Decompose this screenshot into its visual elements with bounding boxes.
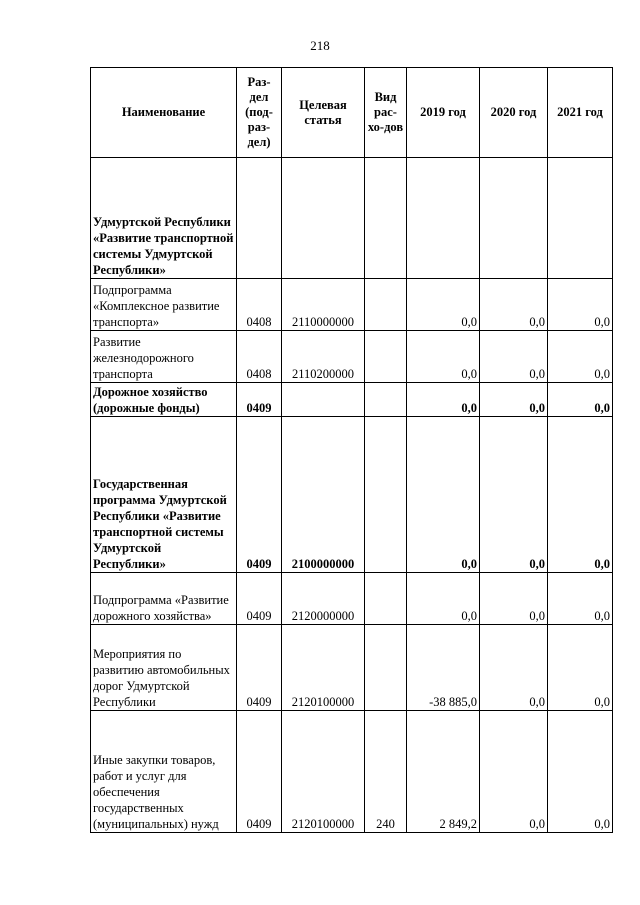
cell-2019: 0,0 xyxy=(407,383,480,417)
header-section: Раз-дел (под-раз-дел) xyxy=(237,68,282,158)
cell-section: 0409 xyxy=(237,711,282,833)
cell-section: 0409 xyxy=(237,625,282,711)
cell-target: 2120000000 xyxy=(282,573,365,625)
cell-name: Удмуртской Республики «Развитие транспортной системы Удмуртской Республики» xyxy=(91,158,237,279)
cell-2021: 0,0 xyxy=(548,383,613,417)
cell-name: Иные закупки товаров, работ и услуг для обеспечения государственных (муниципальных) нужд xyxy=(91,711,237,833)
table-row xyxy=(91,625,613,711)
header-2019: 2019 год xyxy=(407,68,480,158)
cell-type xyxy=(365,158,407,279)
cell-target xyxy=(282,383,365,417)
cell-2021: 0,0 xyxy=(548,625,613,711)
cell-2019: 0,0 xyxy=(407,331,480,383)
cell-target xyxy=(282,158,365,279)
cell-2020: 0,0 xyxy=(480,331,548,383)
cell-type xyxy=(365,383,407,417)
header-target: Целевая статья xyxy=(282,68,365,158)
cell-2020: 0,0 xyxy=(480,417,548,573)
cell-2020 xyxy=(480,158,548,279)
table-row xyxy=(91,383,613,417)
cell-2019 xyxy=(407,158,480,279)
cell-2019: 0,0 xyxy=(407,573,480,625)
cell-name: Государственная программа Удмуртской Республики «Развитие транспортной системы Удмуртской Республики» xyxy=(91,417,237,573)
cell-2019: 0,0 xyxy=(407,279,480,331)
cell-type xyxy=(365,573,407,625)
cell-type: 240 xyxy=(365,711,407,833)
table-row xyxy=(91,711,613,833)
cell-2021: 0,0 xyxy=(548,279,613,331)
cell-2020: 0,0 xyxy=(480,625,548,711)
cell-target: 2110000000 xyxy=(282,279,365,331)
header-name: Наименование xyxy=(91,68,237,158)
cell-2021: 0,0 xyxy=(548,331,613,383)
cell-section: 0408 xyxy=(237,331,282,383)
page-number: 218 xyxy=(310,38,330,53)
cell-target: 2120100000 xyxy=(282,625,365,711)
cell-2020: 0,0 xyxy=(480,711,548,833)
budget-table xyxy=(90,67,613,833)
header-row xyxy=(91,68,613,158)
table-row xyxy=(91,331,613,383)
cell-section: 0409 xyxy=(237,417,282,573)
cell-section: 0409 xyxy=(237,573,282,625)
cell-section xyxy=(237,158,282,279)
cell-2020: 0,0 xyxy=(480,573,548,625)
cell-2019: -38 885,0 xyxy=(407,625,480,711)
cell-2020: 0,0 xyxy=(480,383,548,417)
cell-2021: 0,0 xyxy=(548,417,613,573)
cell-name: Развитие железнодорожного транспорта xyxy=(91,331,237,383)
cell-2021 xyxy=(548,158,613,279)
cell-2019: 0,0 xyxy=(407,417,480,573)
table-row xyxy=(91,417,613,573)
header-2021: 2021 год xyxy=(548,68,613,158)
header-2020: 2020 год xyxy=(480,68,548,158)
cell-2021: 0,0 xyxy=(548,573,613,625)
cell-name: Подпрограмма «Развитие дорожного хозяйства» xyxy=(91,573,237,625)
cell-target: 2100000000 xyxy=(282,417,365,573)
cell-target: 2120100000 xyxy=(282,711,365,833)
table-row xyxy=(91,158,613,279)
cell-2021: 0,0 xyxy=(548,711,613,833)
header-type: Вид рас-хо-дов xyxy=(365,68,407,158)
cell-name: Подпрограмма «Комплексное развитие транспорта» xyxy=(91,279,237,331)
cell-section: 0408 xyxy=(237,279,282,331)
table-row xyxy=(91,573,613,625)
cell-2020: 0,0 xyxy=(480,279,548,331)
cell-2019: 2 849,2 xyxy=(407,711,480,833)
cell-type xyxy=(365,279,407,331)
cell-target: 2110200000 xyxy=(282,331,365,383)
cell-section: 0409 xyxy=(237,383,282,417)
cell-type xyxy=(365,417,407,573)
table-row xyxy=(91,279,613,331)
cell-type xyxy=(365,331,407,383)
cell-type xyxy=(365,625,407,711)
cell-name: Мероприятия по развитию автомобильных дорог Удмуртской Республики xyxy=(91,625,237,711)
cell-name: Дорожное хозяйство (дорожные фонды) xyxy=(91,383,237,417)
